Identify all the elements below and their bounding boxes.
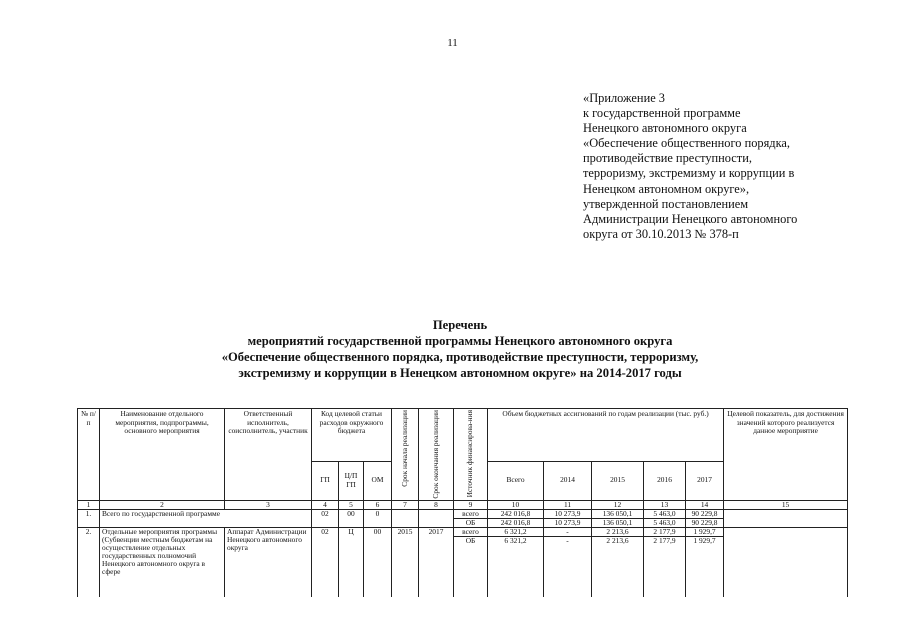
- row1-total: 242 016,8: [488, 509, 544, 518]
- column-number-row: [78, 500, 848, 509]
- row2-2016-ob: 2 177,9: [644, 536, 686, 597]
- col-number: 4: [312, 500, 339, 509]
- row2-source: всего: [454, 527, 488, 536]
- row1-num: 1.: [78, 509, 100, 527]
- table-row: [78, 509, 848, 518]
- header-start-text: Срок начала реализации: [399, 410, 409, 487]
- header-end-text: Срок окончания реализации: [430, 410, 440, 499]
- row1-2015: 136 050,1: [592, 509, 644, 518]
- row1-name: Всего по государственной программе: [100, 509, 312, 527]
- col-number: 6: [364, 500, 392, 509]
- row2-total-ob: 6 321,2: [488, 536, 544, 597]
- row2-om: 00: [364, 527, 392, 597]
- row1-2015-ob: 136 050,1: [592, 518, 644, 527]
- row1-2016-ob: 5 463,0: [644, 518, 686, 527]
- table-row: [78, 527, 848, 536]
- header-end: [419, 409, 454, 501]
- title-line: мероприятий государственной программы Ненецкого автономного округа: [247, 334, 673, 348]
- appendix-line: утвержденной постановлением: [583, 196, 749, 211]
- document-title: [150, 317, 770, 381]
- row2-2015-ob: 2 213,6: [592, 536, 644, 597]
- row1-2017: 90 229,8: [686, 509, 724, 518]
- header-code-cgp: Ц/П ГП: [339, 461, 364, 500]
- row2-target: [724, 527, 848, 597]
- col-number: 7: [392, 500, 419, 509]
- header-2017: 2017: [686, 461, 724, 500]
- row2-name: Отдельные мероприятия программы (Субвенции местным бюджетам на осуществление отдельных государственных полномочий Ненецкого автономного округа в сфере: [100, 527, 225, 597]
- measures-table: [77, 408, 848, 597]
- col-number: 12: [592, 500, 644, 509]
- row1-2014-ob: 10 273,9: [544, 518, 592, 527]
- appendix-line: Администрации Ненецкого автономного: [583, 211, 798, 226]
- table-header-row: [78, 409, 848, 462]
- header-code: Код целевой статьи расходов окружного бюджета: [312, 409, 392, 462]
- row2-gp: 02: [312, 527, 339, 597]
- header-executor: Ответственный исполнитель, соисполнитель, участник: [225, 409, 312, 501]
- col-number: 2: [100, 500, 225, 509]
- col-number: 14: [686, 500, 724, 509]
- row2-end: 2017: [419, 527, 454, 597]
- appendix-line: «Приложение 3: [583, 91, 665, 105]
- header-code-gp: ГП: [312, 461, 339, 500]
- row2-cgp: Ц: [339, 527, 364, 597]
- header-source: [454, 409, 488, 501]
- col-number: 10: [488, 500, 544, 509]
- row1-cgp: 00: [339, 509, 364, 527]
- col-number: 13: [644, 500, 686, 509]
- row1-2017-ob: 90 229,8: [686, 518, 724, 527]
- row2-source-ob: ОБ: [454, 536, 488, 597]
- header-2015: 2015: [592, 461, 644, 500]
- col-number: 9: [454, 500, 488, 509]
- col-number: 5: [339, 500, 364, 509]
- row2-2015: 2 213,6: [592, 527, 644, 536]
- header-source-text: Источник финансирова-ния: [465, 410, 475, 498]
- row1-start: [392, 509, 419, 527]
- appendix-line: противодействие преступности,: [583, 151, 752, 166]
- row2-executor: Аппарат Администрации Ненецкого автономного округа: [225, 527, 312, 597]
- header-2014: 2014: [544, 461, 592, 500]
- appendix-line: Ненецком автономном округе»,: [583, 181, 750, 196]
- row1-2014: 10 273,9: [544, 509, 592, 518]
- row2-2017: 1 929,7: [686, 527, 724, 536]
- header-volume: Объем бюджетных ассигнований по годам реализации (тыс. руб.): [488, 409, 724, 462]
- row2-num: 2.: [78, 527, 100, 597]
- row2-2016: 2 177,9: [644, 527, 686, 536]
- header-total: Всего: [488, 461, 544, 500]
- page-number: 11: [447, 37, 458, 49]
- col-number: 1: [78, 500, 100, 509]
- col-number: 8: [419, 500, 454, 509]
- appendix-line: к государственной программе: [583, 106, 741, 121]
- appendix-note: [583, 91, 893, 242]
- title-line: «Обеспечение общественного порядка, противодействие преступности, терроризму,: [221, 350, 699, 364]
- row2-2017-ob: 1 929,7: [686, 536, 724, 597]
- appendix-line: терроризму, экстремизму и коррупции в: [583, 166, 795, 181]
- title-line: Перечень: [432, 318, 488, 332]
- col-number: 3: [225, 500, 312, 509]
- col-number: 15: [724, 500, 848, 509]
- row1-om: 0: [364, 509, 392, 527]
- row1-gp: 02: [312, 509, 339, 527]
- col-number: 11: [544, 500, 592, 509]
- row1-end: [419, 509, 454, 527]
- title-line: экстремизму и коррупции в Ненецком автономном округе» на 2014-2017 годы: [238, 366, 682, 380]
- header-name: Наименование отдельного мероприятия, подпрограммы, основного мероприятия: [100, 409, 225, 501]
- row1-2016: 5 463,0: [644, 509, 686, 518]
- header-target: Целевой показатель, для достижения значений которого реализуется данное мероприятие: [724, 409, 848, 501]
- row2-total: 6 321,2: [488, 527, 544, 536]
- row2-2014-ob: -: [544, 536, 592, 597]
- header-start: [392, 409, 419, 501]
- appendix-line: Ненецкого автономного округа: [583, 121, 747, 136]
- row2-2014: -: [544, 527, 592, 536]
- row1-source: всего: [454, 509, 488, 518]
- header-code-om: ОМ: [364, 461, 392, 500]
- row1-source-ob: ОБ: [454, 518, 488, 527]
- appendix-line: «Обеспечение общественного порядка,: [583, 136, 791, 151]
- header-2016: 2016: [644, 461, 686, 500]
- row1-total-ob: 242 016,8: [488, 518, 544, 527]
- header-num: № п/п: [78, 409, 100, 501]
- appendix-line: округа от 30.10.2013 № 378-п: [583, 226, 739, 241]
- row2-start: 2015: [392, 527, 419, 597]
- row1-target: [724, 509, 848, 527]
